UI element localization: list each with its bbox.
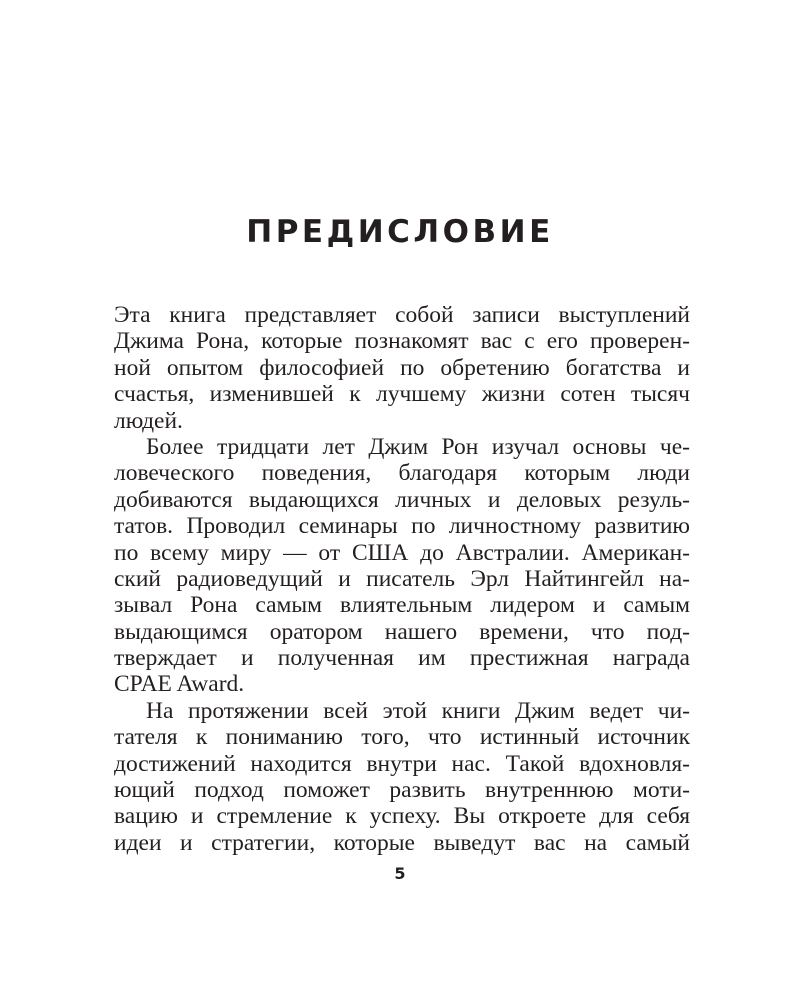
body-text — [114, 302, 690, 856]
text-line: ский радиоведущий и писатель Эрл Найтингейл на- — [114, 565, 690, 592]
text-line: достижений находится внутри нас. Такой вдохновля- — [114, 750, 690, 777]
text-line: ной опытом философией по обретению богатства и — [114, 354, 690, 381]
text-line: счастья, изменившей к лучшему жизни сотен тысяч — [114, 381, 690, 408]
page-number: 5 — [394, 864, 406, 883]
text-line: тверждает и полученная им престижная награда — [114, 645, 690, 672]
paragraph-2 — [114, 434, 690, 698]
text-line: идеи и стратегии, которые выведут вас на самый — [114, 829, 690, 856]
paragraph-1 — [114, 302, 690, 434]
chapter-heading: ПРЕДИСЛОВИЕ — [246, 214, 554, 250]
text-line: CPAE Award. — [114, 671, 245, 698]
text-line: На протяжении всей этой книги Джим ведет чи- — [146, 697, 690, 724]
text-line: Джима Рона, которые познакомят вас с его проверен- — [114, 328, 690, 355]
text-line: ющий подход поможет развить внутреннюю моти- — [114, 777, 690, 804]
text-line: Более тридцати лет Джим Рон изучал основы че- — [146, 433, 690, 460]
text-line: вацию и стремление к успеху. Вы откроете для себя — [114, 803, 690, 830]
text-line: добиваются выдающихся личных и деловых резуль- — [114, 486, 690, 513]
text-line: Эта книга представляет собой записи выступлений — [114, 302, 690, 328]
text-line: зывал Рона самым влиятельным лидером и самым — [114, 592, 690, 619]
text-line: людей. — [114, 407, 183, 434]
paragraph-3 — [114, 698, 690, 856]
text-line: татов. Проводил семинары по личностному развитию — [114, 513, 690, 540]
text-line: по всему миру — от США до Австралии. Американ- — [114, 539, 690, 566]
text-line: ловеческого поведения, благодаря которым люди — [114, 460, 690, 487]
text-line: тателя к пониманию того, что истинный источник — [114, 724, 690, 751]
text-line: выдающимся оратором нашего времени, что под- — [114, 618, 690, 645]
